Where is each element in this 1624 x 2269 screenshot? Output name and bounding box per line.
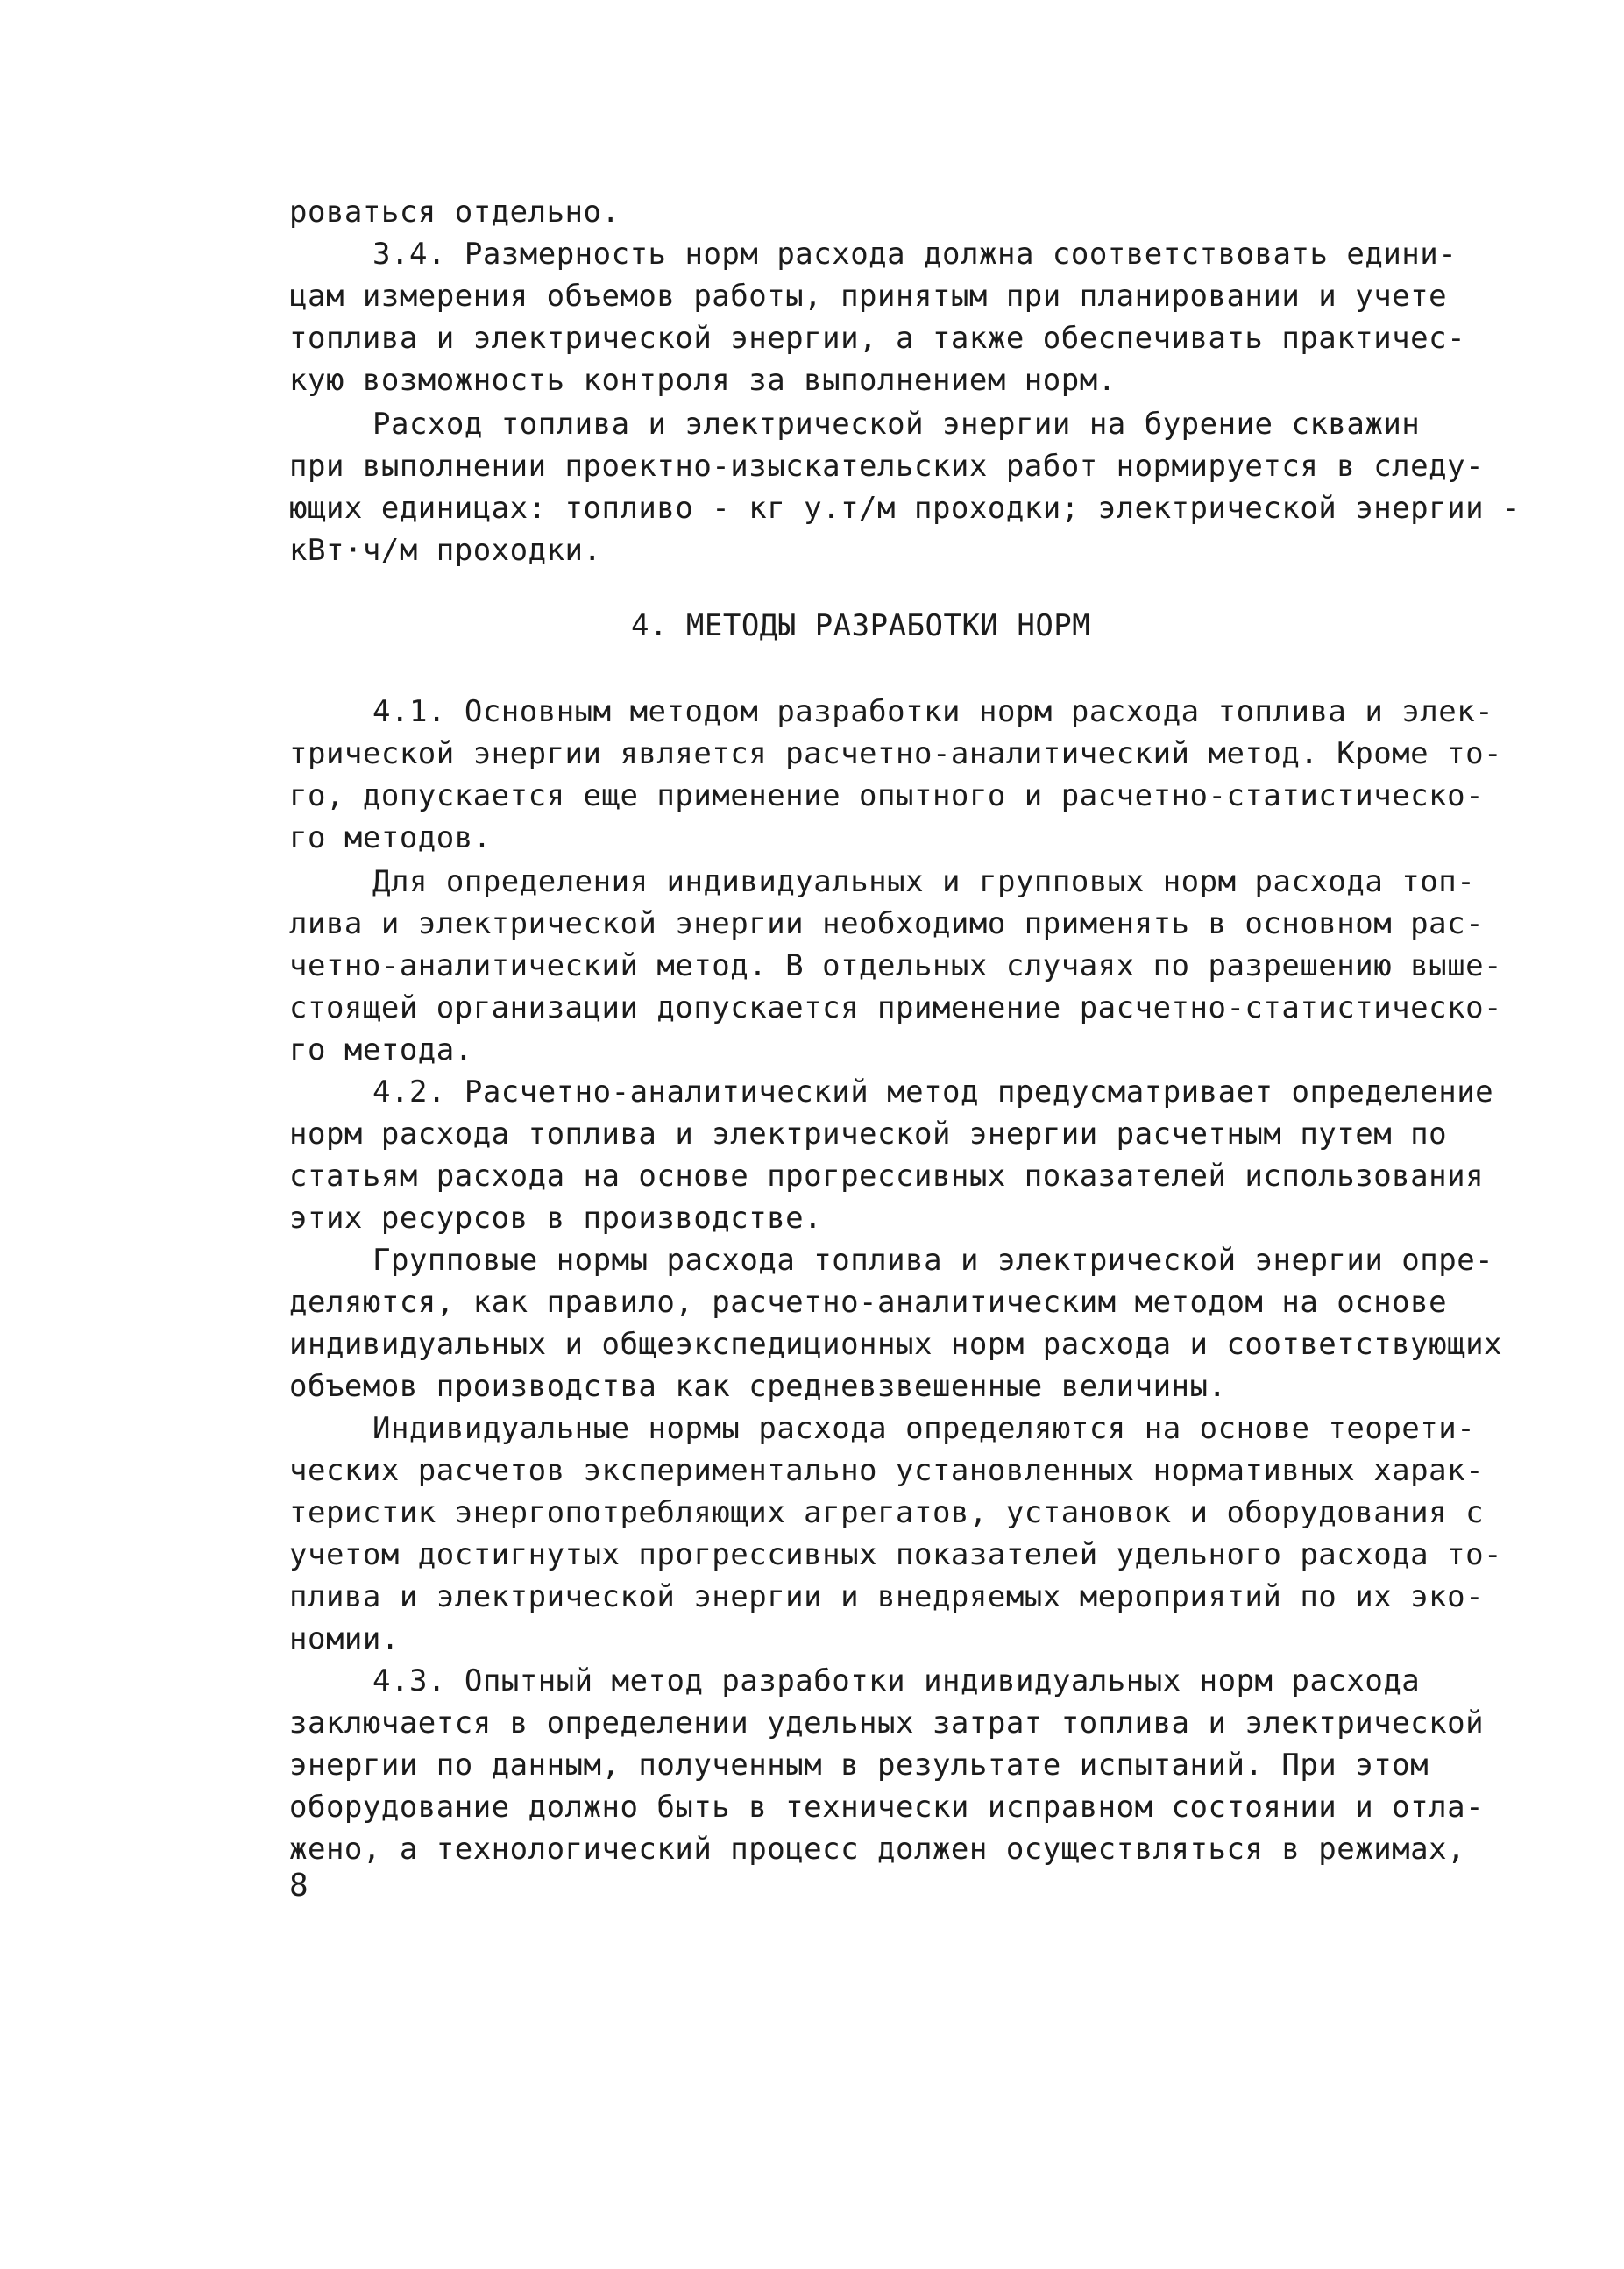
text-line: номии. (289, 1621, 400, 1656)
paragraph-start: Расход топлива и электрической энергии на бурение скважин (372, 407, 1421, 442)
text-line: плива и электрической энергии и внедряемых мероприятий по их эко- (289, 1579, 1485, 1614)
text-line: цам измерения объемов работы, принятым при планировании и учете (289, 279, 1448, 314)
text-line: индивидуальных и общеэкспедиционных норм расхода и соответствующих (289, 1327, 1503, 1362)
text-line: кВт·ч/м проходки. (289, 533, 602, 568)
paragraph-start: Индивидуальные нормы расхода определяются на основе теорети- (372, 1411, 1476, 1446)
text-line: ческих расчетов экспериментально установленных нормативных харак- (289, 1453, 1485, 1488)
text-line: лива и электрической энергии необходимо применять в основном рас- (289, 906, 1485, 941)
paragraph-3-4-start: 3.4. Размерность норм расхода должна соответствовать едини- (372, 237, 1457, 272)
paragraph-start: Для определения индивидуальных и групповых норм расхода топ- (372, 864, 1476, 899)
text-line: этих ресурсов в производстве. (289, 1201, 823, 1236)
text-line: учетом достигнутых прогрессивных показателей удельного расхода то- (289, 1537, 1503, 1572)
text-line: го методов. (289, 820, 492, 855)
text-line: норм расхода топлива и электрической энергии расчетным путем по (289, 1117, 1448, 1152)
text-line: трической энергии является расчетно-аналитический метод. Кроме то- (289, 736, 1503, 771)
text-line: роваться отдельно. (289, 195, 621, 230)
text-line: топлива и электрической энергии, а также обеспечивать практичес- (289, 321, 1466, 356)
text-line: кую возможность контроля за выполнением норм. (289, 363, 1117, 398)
text-line: заключается в определении удельных затрат топлива и электрической (289, 1705, 1485, 1741)
paragraph-start: Групповые нормы расхода топлива и электрической энергии опре- (372, 1243, 1494, 1278)
section-heading: 4. МЕТОДЫ РАЗРАБОТКИ НОРМ (631, 608, 1091, 643)
text-line: го метода. (289, 1032, 473, 1067)
text-line: объемов производства как средневзвешенные величины. (289, 1369, 1227, 1404)
text-line: деляются, как правило, расчетно-аналитическим методом на основе (289, 1285, 1448, 1320)
text-line: статьям расхода на основе прогрессивных показателей использования (289, 1159, 1485, 1194)
text-line: оборудование должно быть в технически исправном состоянии и отла- (289, 1790, 1485, 1825)
text-line: го, допускается еще применение опытного и расчетно-статистическо- (289, 778, 1485, 813)
text-line: ющих единицах: топливо - кг у.т/м проходки; электрической энергии - (289, 491, 1521, 526)
page-number: 8 (289, 1868, 308, 1904)
text-line: четно-аналитический метод. В отдельных случаях по разрешению выше- (289, 948, 1503, 983)
text-line: при выполнении проектно-изыскательских работ нормируется в следу- (289, 449, 1485, 484)
paragraph-4-1-start: 4.1. Основным методом разработки норм расхода топлива и элек- (372, 694, 1494, 729)
text-line: жено, а технологический процесс должен осуществляться в режимах, (289, 1832, 1466, 1867)
text-line: стоящей организации допускается применение расчетно-статистическо- (289, 990, 1503, 1025)
text-line: энергии по данным, полученным в результате испытаний. При этом (289, 1748, 1429, 1783)
paragraph-4-2-start: 4.2. Расчетно-аналитический метод предусматривает определение (372, 1074, 1494, 1110)
text-line: теристик энергопотребляющих агрегатов, установок и оборудования с (289, 1495, 1485, 1530)
paragraph-4-3-start: 4.3. Опытный метод разработки индивидуальных норм расхода (372, 1663, 1421, 1698)
